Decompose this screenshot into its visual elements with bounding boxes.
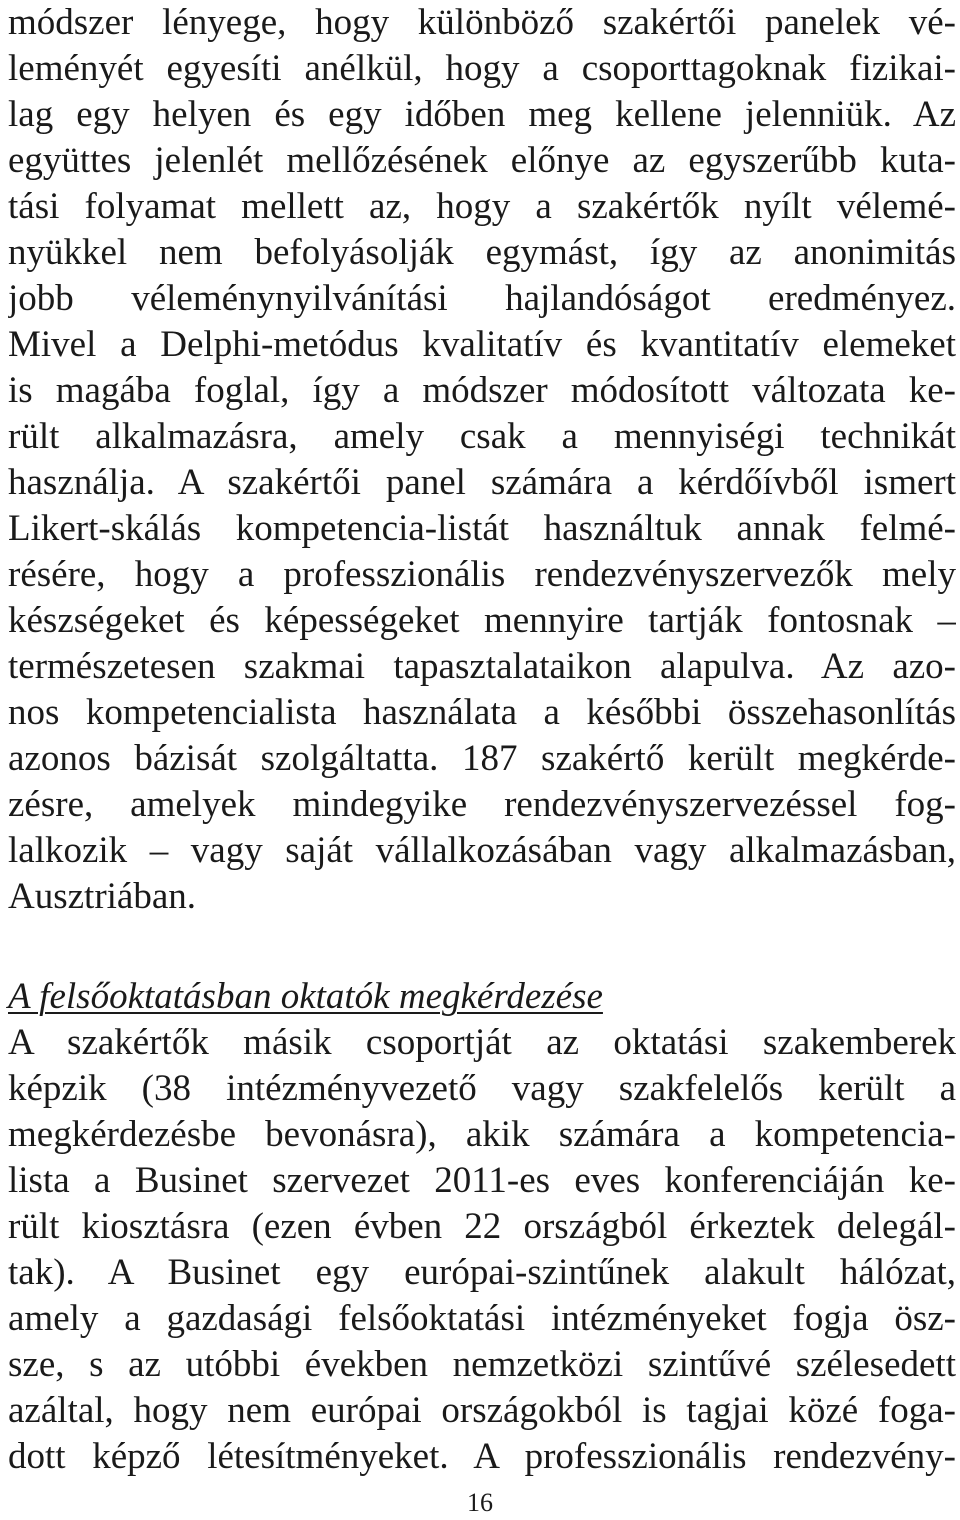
section-heading: A felsőoktatásban oktatók megkérdezése <box>8 976 603 1017</box>
text-line: lista a Businet szervezet 2011-es eves konferenciáján ke- <box>8 1160 956 1201</box>
text-line: nos kompetencialista használata a későbbi összehasonlítás <box>8 692 956 733</box>
text-line: dott képző létesítményeket. A professzionális rendezvény- <box>8 1436 956 1477</box>
text-line: rült alkalmazásra, amely csak a mennyiségi technikát <box>8 416 956 457</box>
text-line: leményét egyesíti anélkül, hogy a csoporttagoknak fizikai- <box>8 48 956 89</box>
text-line: képzik (38 intézményvezető vagy szakfelelős került a <box>8 1068 956 1109</box>
text-line: résére, hogy a professzionális rendezvényszervezők mely <box>8 554 956 595</box>
paragraph-1 <box>8 0 956 920</box>
text-line: nyükkel nem befolyásolják egymást, így az anonimitás <box>8 232 956 273</box>
text-line: rült kiosztásra (ezen évben 22 országból érkeztek delegál- <box>8 1206 956 1247</box>
text-line: megkérdezésbe bevonásra), akik számára a kompetencia- <box>8 1114 956 1155</box>
text-line: jobb véleménynyilvánítási hajlandóságot eredményez. <box>8 278 956 319</box>
text-line: használja. A szakértői panel számára a kérdőívből ismert <box>8 462 956 503</box>
text-line: Ausztriában. <box>8 876 197 917</box>
text-line: módszer lényege, hogy különböző szakértői panelek vé- <box>8 2 956 43</box>
text-line: együttes jelenlét mellőzésének előnye az egyszerűbb kuta- <box>8 140 956 181</box>
text-line: is magába foglal, így a módszer módosított változata ke- <box>8 370 956 411</box>
text-line: zésre, amelyek mindegyike rendezvényszervezéssel fog- <box>8 784 956 825</box>
text-line: tási folyamat mellett az, hogy a szakértők nyílt vélemé- <box>8 186 956 227</box>
text-line: természetesen szakmai tapasztalataikon alapulva. Az azo- <box>8 646 956 687</box>
text-line: lalkozik – vagy saját vállalkozásában vagy alkalmazásban, <box>8 830 956 871</box>
text-line: A szakértők másik csoportját az oktatási szakemberek <box>8 1022 956 1063</box>
text-line: lag egy helyen és egy időben meg kellene jelenniük. Az <box>8 94 956 135</box>
text-line: azáltal, hogy nem európai országokból is tagjai közé foga- <box>8 1390 956 1431</box>
text-line: amely a gazdasági felsőoktatási intézményeket fogja ösz- <box>8 1298 956 1339</box>
text-line: készségeket és képességeket mennyire tartják fontosnak – <box>8 600 956 641</box>
text-line: tak). A Businet egy európai-szintűnek alakult hálózat, <box>8 1252 956 1293</box>
text-line: sze, s az utóbbi években nemzetközi szintűvé szélesedett <box>8 1344 956 1385</box>
text-line: azonos bázisát szolgáltatta. 187 szakértő került megkérde- <box>8 738 956 779</box>
text-line: Mivel a Delphi-metódus kvalitatív és kvantitatív elemeket <box>8 324 956 365</box>
page-number: 16 <box>467 1488 493 1517</box>
paragraph-2 <box>8 1020 956 1480</box>
text-line: Likert-skálás kompetencia-listát használtuk annak felmé- <box>8 508 956 549</box>
